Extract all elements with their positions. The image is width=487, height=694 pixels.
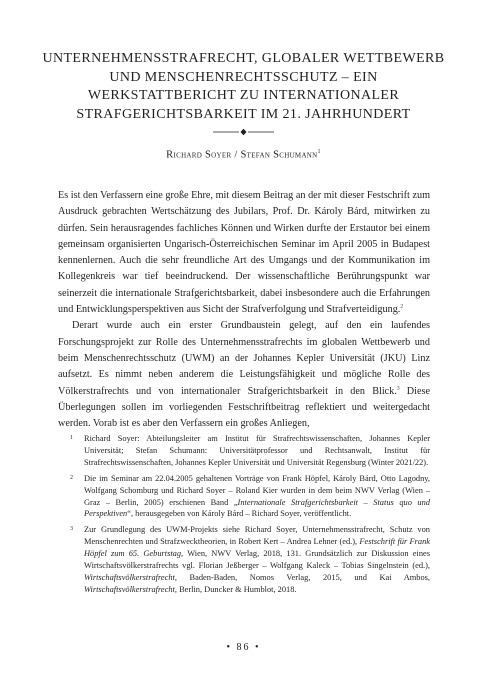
authors-footnote-ref: 1 — [317, 149, 321, 155]
footnote-text — [84, 473, 430, 521]
footnote-text-part: , Berlin, Duncker & Humblot, 2018. — [174, 584, 297, 594]
footnote-text-part: Zur Grundlegung des UWM-Projekts siehe Richard Soyer, Unternehmensstrafrecht, Schutz von Menschenrechten und Strafzwecktheorien, in Robert Kert – Andrea Lehner (ed.), — [84, 525, 430, 547]
paragraph-1-text: Es ist den Verfassern eine große Ehre, mit diesem Beitrag an der mit dieser Festschrift zum Ausdruck gebrachten Wertschätzung des Jubilars, Prof. Dr. Károly Bárd, mitwirken zu dürfen. Sein herausragendes fachliches Können und Wirken durfte der Erstautor bei einem gemeinsam organisierten Ungarisch-Österreichischen Seminar im April 2005 in Budapest kennenlernen. Auch die sehr freundliche Art des Umgangs und der Kommunikation im Kollegenkreis war tief beeindruckend. Der wissenschaftliche Berührungspunkt war seinerzeit die internationale Strafgerichtsbarkeit, dabei insbesondere auch die Erfahrungen und Entwicklungsperspektiven aus Sicht der Strafverfolgung und Strafverteidigung. — [58, 190, 430, 316]
footnote-book-title: Internationale Strafgerichtsbarkeit – Status quo und Perspektiven — [84, 497, 430, 519]
footnote-number: 3 — [70, 526, 73, 533]
paragraph-2-text-a: Derart wurde auch ein erster Grundbaustein gelegt, auf den ein laufendes Forschungsprojekt zur Rolle des Unternehmensstrafrechts im globalen Wettbewerb und beim Menschenrechtsschutz (UWM) an der Johannes Kepler Universität (JKU) Linz aufsetzt. Es nimmt neben anderem die Leistungsfähigkeit und mögliche Rolle des Völkerstrafrechts und von internationaler Strafgerichtsbarkeit in den Blick. — [58, 320, 430, 397]
footnote-book-title: Wirtschaftsvölkerstrafrecht — [84, 572, 175, 582]
footnote-text — [84, 524, 430, 595]
footnote-book-title: Festschrift für Frank Höpfel zum 65. Geburtstag — [84, 537, 430, 559]
footnote-text-part: , Wien, NWV Verlag, 2018, 131. Grundsätzlich zur Diskussion eines Wirtschaftsvölkerstrafrechts vgl. Florian Jeßberger – Wolfgang Kaleck – Tobias Singelnstein (ed.), — [84, 549, 430, 571]
footnote-ref-2: 2 — [400, 303, 404, 310]
paragraph-2-text-b: Diese Überlegungen sollen im vorliegenden Festschriftbeitrag reflektiert und weitergedacht werden. Vorab ist es aber den Verfassern ein großes Anliegen, — [58, 385, 430, 430]
footnote-text-part: “, herausgegeben von Károly Bárd – Richard Soyer, veröffentlicht. — [127, 509, 352, 519]
page-number: • 86 • — [226, 642, 261, 653]
footnote-text: Richard Soyer: Abteilungsleiter am Institut für Strafrechtswissenschaften, Johannes Kepler Universität; Stefan Schumann: Universitätprofessor und Rechtsanwalt, Institut für Strafrechtswissenschaften, Johannes Kepler Universität und Universität Regensburg (Winter 2021/22). — [84, 434, 430, 467]
footnote-1 — [58, 433, 430, 469]
footnote-text-part: Die im Seminar am 22.04.2005 gehaltenen Vorträge von Frank Höpfel, Károly Bárd, Otto Lagodny, Wolfgang Schomburg und Richard Soyer – Roland Kier wurden in dem beim NWV Verlag (Wien – Graz – Berlin, 2005) erschienen Band „ — [84, 473, 430, 507]
footnotes — [58, 433, 430, 600]
footnote-2 — [58, 473, 430, 521]
footnote-ref-3: 3 — [396, 385, 400, 392]
paragraph-1 — [58, 188, 430, 318]
footnote-3 — [58, 524, 430, 595]
footnote-book-title: Wirtschaftsvölkerstrafrecht — [84, 584, 175, 594]
authors-line — [40, 149, 447, 161]
authors-names: Richard Soyer / Stefan Schumann — [166, 149, 318, 161]
chapter-title: UNTERNEHMENSSTRAFRECHT, GLOBALER WETTBEWERB UND MENSCHENRECHTSSCHUTZ – EIN WERKSTATTBERICHT ZU INTERNATIONALER STRAFGERICHTSBARKEIT IM 21. JAHRHUNDERT — [42, 51, 445, 122]
body-text — [58, 188, 430, 432]
footnote-number: 2 — [70, 474, 73, 481]
paragraph-2 — [58, 318, 430, 432]
ornament-divider-icon — [213, 128, 274, 136]
footnote-text-part: , Baden-Baden, Nomos Verlag, 2015, und Kai Ambos, — [174, 572, 430, 582]
footnote-number: 1 — [70, 435, 73, 441]
